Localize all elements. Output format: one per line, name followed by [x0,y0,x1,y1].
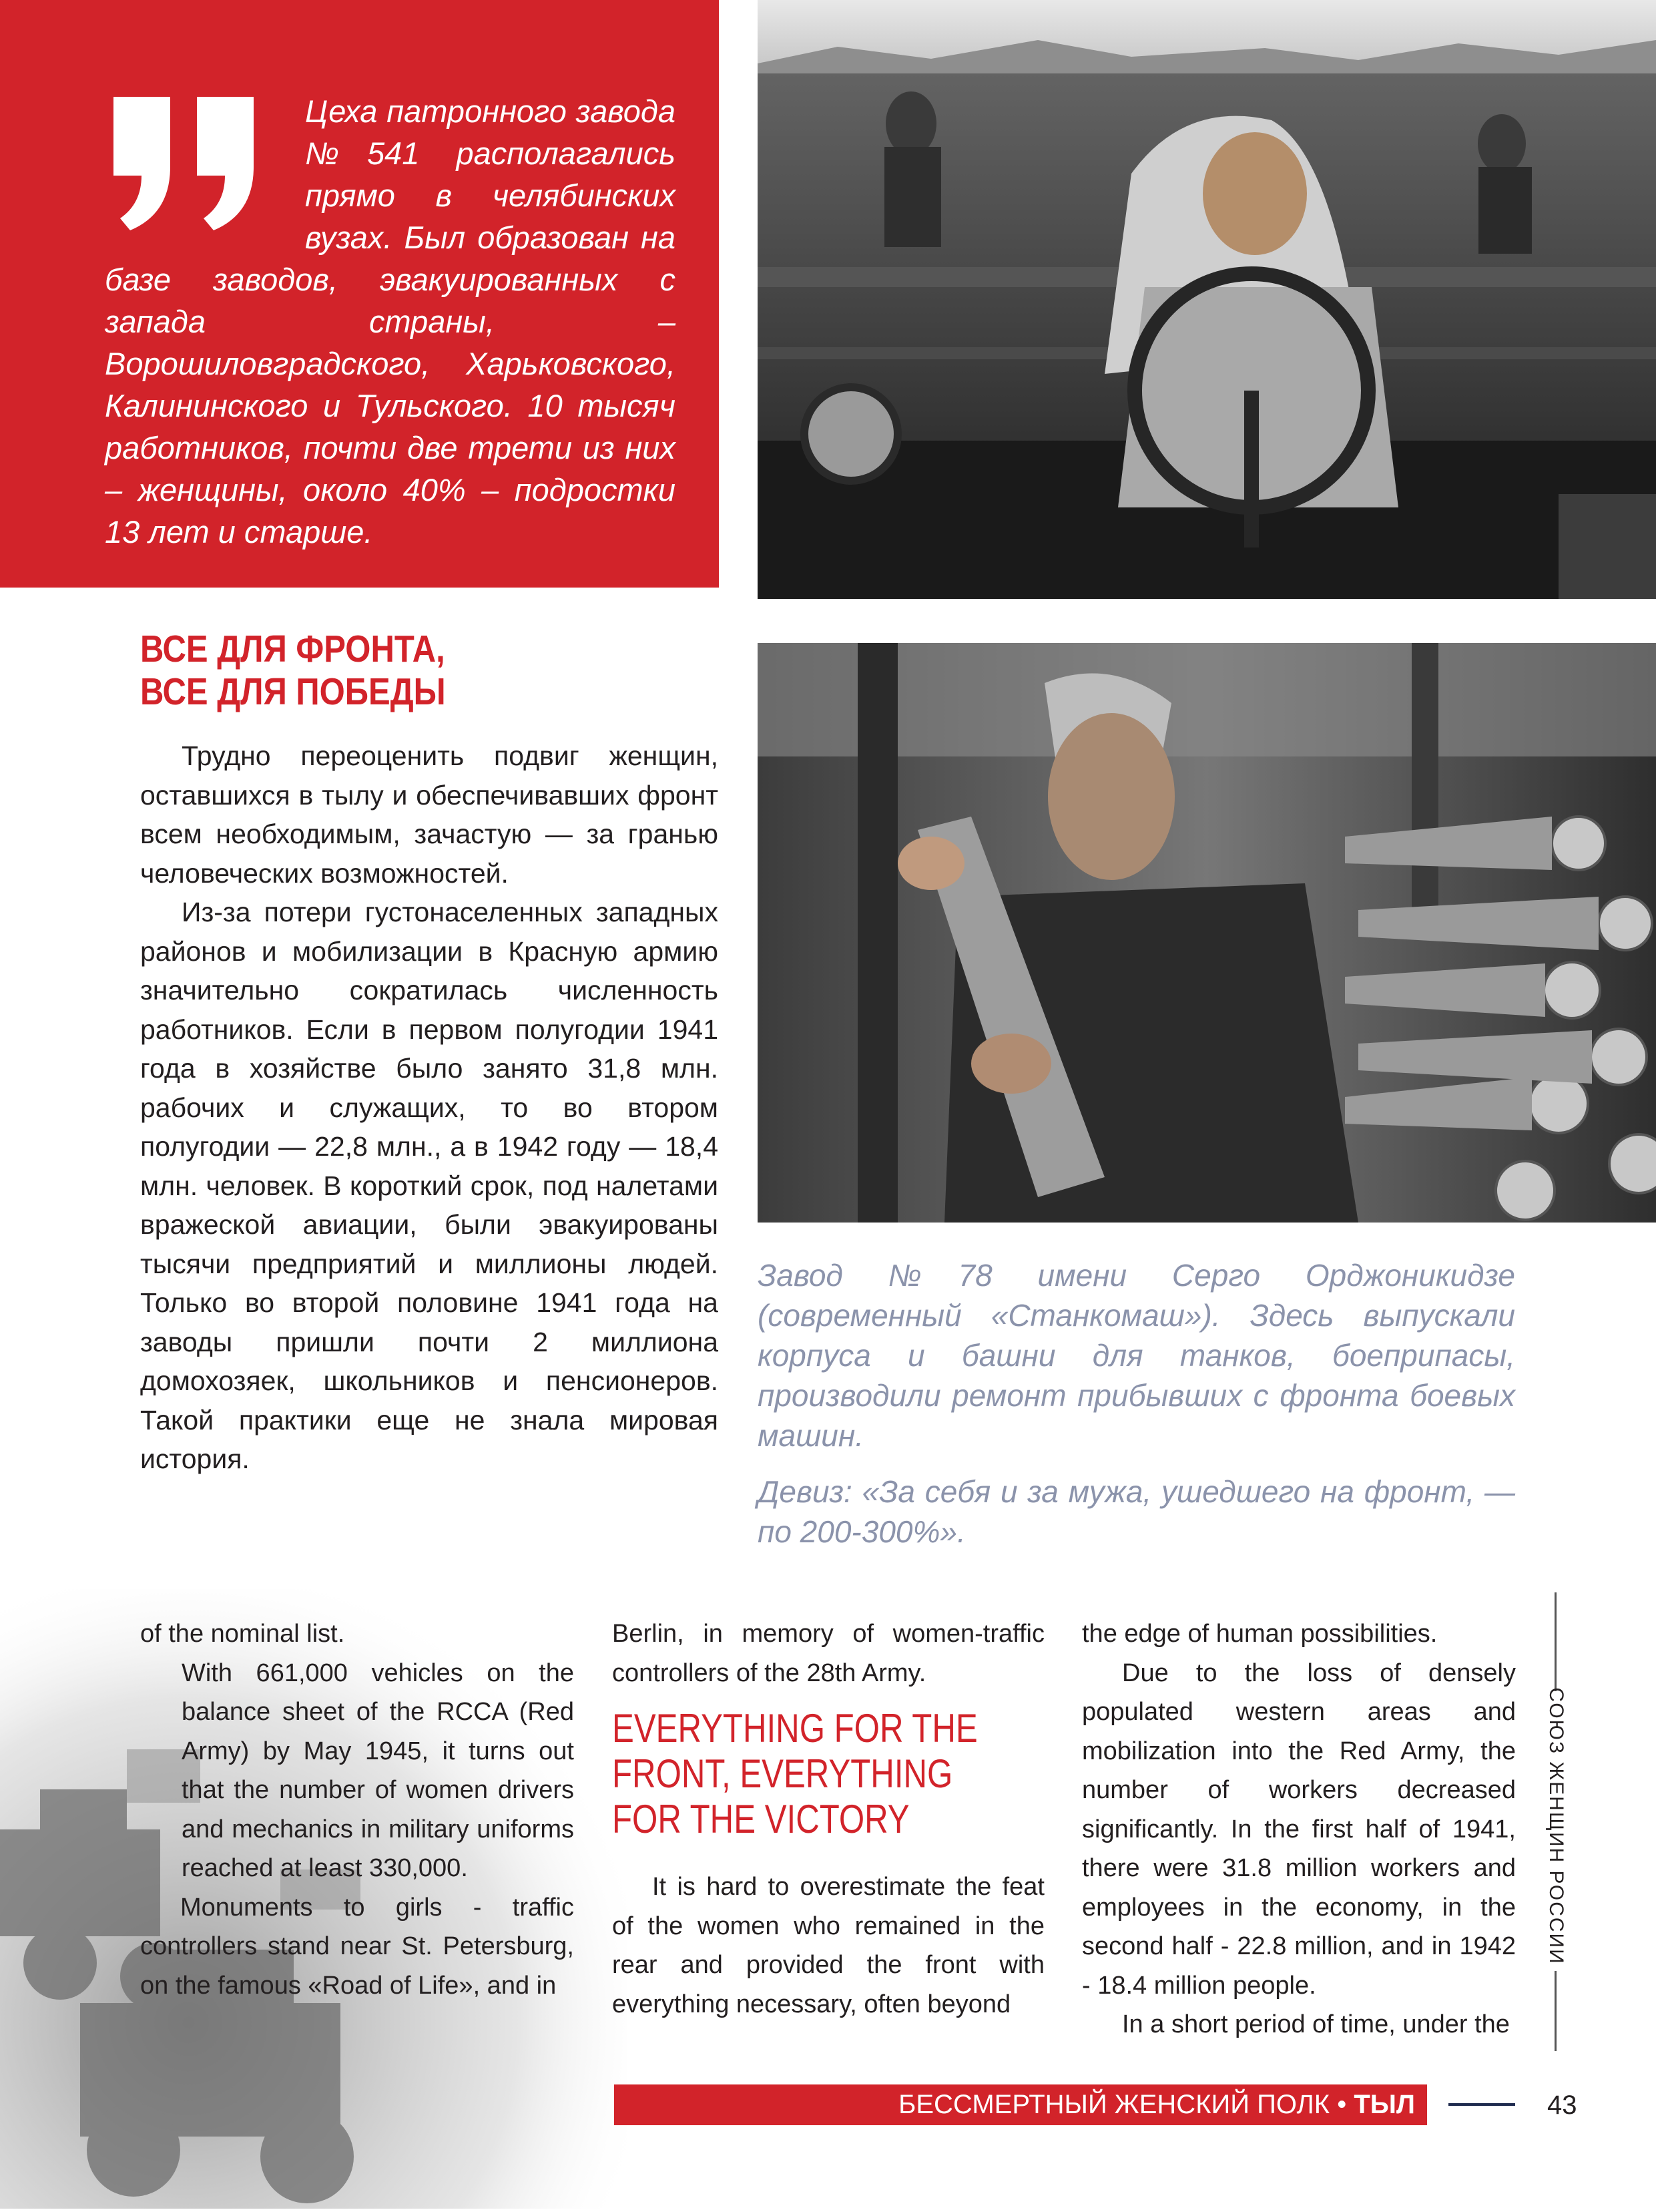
footer-section: БЕССМЕРТНЫЙ ЖЕНСКИЙ ПОЛК • [898,2090,1347,2119]
english-column-1 [140,1614,574,2005]
heading-line-1: EVERYTHING FOR THE [612,1706,978,1751]
photo-women-tractor-field [758,0,1656,599]
article-body-ru [140,736,718,1479]
paragraph: It is hard to overestimate the feat of the women who remained in the rear and provided the front with everything necessary, often beyond [612,1873,1045,2018]
heading-line-2: FRONT, EVERYTHING [612,1751,953,1796]
paragraph: Трудно переоценить подвиг женщин, оставшихся в тылу и обеспечивавших фронт всем необходимым, зачастую — за гранью человеческих возможностей. [140,740,718,889]
paragraph: of the nominal list. [140,1620,345,1648]
paragraph: Berlin, in memory of women-traffic controllers of the 28th Army. [612,1620,1045,1687]
caption-motto: Девиз: «За себя и за мужа, ушедшего на фронт, — по 200-300%». [758,1474,1515,1549]
english-section-heading [612,1706,1050,1842]
caption-paragraph: Завод №78 имени Серго Орджоникидзе (современный «Станкомаш»). Здесь выпускали корпуса и башни для танков, боеприпасы, производили ремонт прибывших с фронта боевых машин. [758,1258,1515,1453]
side-divider-top [1555,1592,1557,1691]
paragraph: Из-за потери густонаселенных западных районов и мобилизации в Красную армию значительно сократилась численность работников. Если в первом полугодии 1941 года в хозяйстве было занято 31,8 млн. рабочих и служащих, то во втором полугодии — 22,8 млн., а в 1942 году — 18,4 млн. человек. В короткий срок, под налетами вражеской авиации, были эвакуированы тысячи предприятий и миллионы людей. Только во второй половине 1941 года на заводы пришли почти 2 миллиона домохозяек, школьников и пенсионеров. Такой практики еще не знала мировая история. [140,897,718,1474]
footer-rule [1448,2103,1515,2106]
side-label-text: СОЮЗ ЖЕНЩИН РОССИИ [1545,1687,1567,1965]
heading-line-3: FOR THE VICTORY [612,1797,910,1841]
paragraph: With 661,000 vehicles on the balance sheet of the RCCA (Red Army) by May 1945, it turns out that the number of women drivers and mechanics in military uniforms reached at least 330,000. [182,1658,574,1882]
paragraph: Due to the loss of densely populated western areas and mobilization into the Red Army, the number of workers decreased significantly. In the first half of 1941, there were 31.8 million workers and employees in the economy, in the second half - 22.8 million, and in 1942 - 18.4 million people. [1082,1658,1516,2000]
paragraph: Monuments to girls - traffic controllers stand near St. Petersburg, on the famous «Road of Life», and in [140,1893,574,2000]
footer-subsection: ТЫЛ [1354,2090,1415,2119]
pull-quote-text: Цеха патронного завода №541 располагались прямо в челябинских вузах. Был образован на базе заводов, эвакуированных с запада страны, – Ворошиловградского, Харьковского, Калининского и Тульского. 10 тысяч работников, почти две трети из них – женщины, около 40% – подростки 13 лет и старше. [105,93,675,549]
english-column-2 [612,1614,1045,2024]
footer-section-title [614,2084,1415,2125]
photo-woman-factory-shells [758,643,1656,1223]
paragraph: In a short period of time, under the [1122,2010,1510,2038]
heading-line-1: ВСЕ ДЛЯ ФРОНТА, [140,628,445,670]
side-divider-bottom [1555,1971,1557,2051]
english-column-3 [1082,1614,1516,2044]
paragraph: the edge of human possibilities. [1082,1620,1438,1648]
photo-caption [758,1255,1515,1568]
heading-line-2: ВСЕ ДЛЯ ПОБЕДЫ [140,670,446,713]
page-number: 43 [1547,2090,1577,2120]
article-heading-ru [140,628,611,713]
